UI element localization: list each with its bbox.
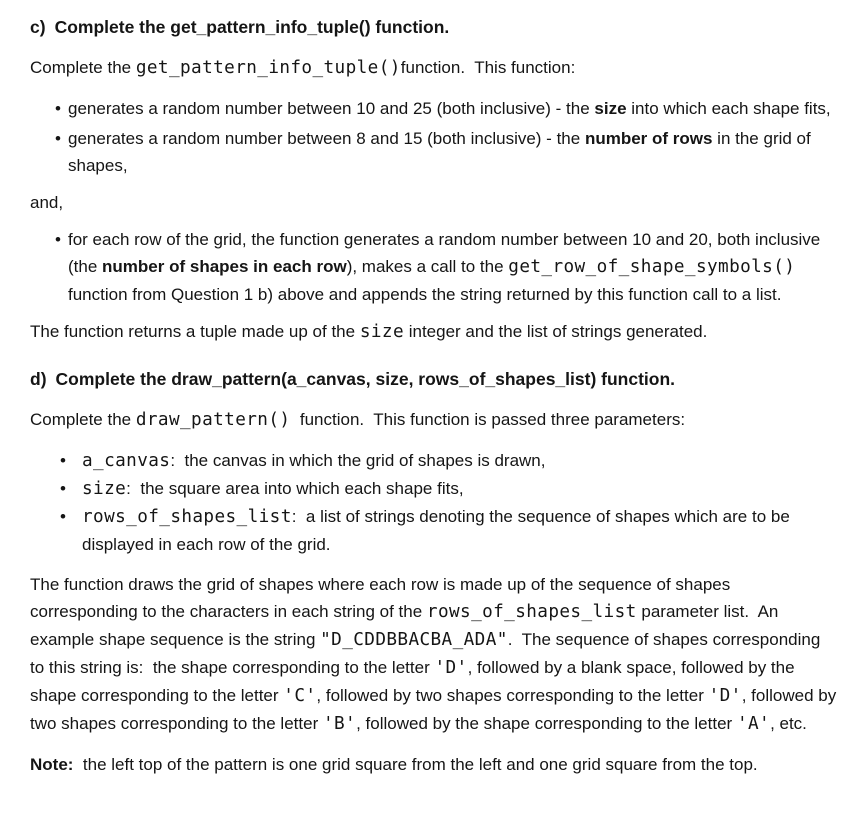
text-run: integer and the list of strings generated.	[404, 322, 708, 341]
param-rows-of-shapes-list	[60, 503, 837, 558]
text-run: ), makes a call to the	[346, 257, 509, 276]
text-run: into which each shape fits,	[626, 99, 831, 118]
section-d-description	[30, 571, 841, 738]
code-letter-a: 'A'	[736, 714, 771, 734]
bold-size: size	[594, 99, 627, 118]
code-draw-pattern: draw_pattern()	[135, 410, 291, 430]
text-run: for each row of the grid, the function generates a random number between 10 and 20, both inclusive (the	[68, 230, 825, 276]
section-c-heading	[30, 14, 837, 41]
text-run: . The sequence of shapes corresponding to this string is: the shape corresponding to the letter	[30, 630, 826, 677]
code-letter-b: 'B'	[322, 714, 357, 734]
text-run: The function returns a tuple made up of the	[30, 322, 360, 341]
bullet-each-row	[55, 226, 837, 308]
document	[30, 14, 841, 778]
code-letter-d: 'D'	[434, 658, 468, 678]
section-c-bullet-list-2	[55, 226, 837, 308]
bold-number-of-rows: number of rows	[584, 129, 713, 148]
text-run: parameter list. An example shape sequence is the string	[30, 602, 784, 649]
text-run: generates a random number between 8 and 15 (both inclusive) - the	[68, 129, 585, 148]
code-letter-c: 'C'	[283, 686, 317, 706]
text-run: Complete the	[30, 410, 136, 429]
bold-number-of-shapes: number of shapes in each row	[102, 257, 347, 276]
section-d-heading-label: d)	[30, 369, 47, 389]
code-rows-of-shapes-list-2: rows_of_shapes_list	[426, 602, 637, 622]
text-run: Complete the	[30, 58, 136, 77]
text-run: , followed by two shapes corresponding to the letter	[316, 686, 709, 705]
code-get-row-of-shape-symbols: get_row_of_shape_symbols()	[508, 257, 796, 277]
text-run: : the square area into which each shape fits,	[126, 479, 464, 498]
param-a-canvas	[60, 447, 837, 475]
section-c-heading-title: Complete the get_pattern_info_tuple() function.	[54, 17, 450, 37]
code-get-pattern-info-tuple: get_pattern_info_tuple()	[135, 58, 401, 78]
section-d-intro	[30, 406, 837, 434]
text-run: function. This function is passed three parameters:	[290, 410, 686, 429]
code-rows-of-shapes-list: rows_of_shapes_list	[82, 507, 292, 527]
text-run: , followed by a blank space, followed by the shape corresponding to the letter	[30, 658, 800, 705]
text-run: , etc.	[770, 714, 807, 733]
text-run: , followed by the shape corresponding to the letter	[356, 714, 737, 733]
code-size-param: size	[82, 479, 127, 499]
code-a-canvas: a_canvas	[82, 451, 171, 471]
note-paragraph	[30, 751, 837, 778]
section-d-heading	[30, 366, 837, 393]
section-c-heading-label: c)	[30, 17, 46, 37]
section-c-intro	[30, 54, 837, 82]
bullet-number-of-rows	[55, 125, 837, 179]
section-c-returns	[30, 318, 837, 346]
text-run: , followed by two shapes corresponding to the letter	[30, 686, 841, 733]
text-run: function from Question 1 b) above and appends the string returned by this function call to a list.	[68, 257, 805, 304]
note-text: the left top of the pattern is one grid square from the left and one grid square from the top.	[73, 755, 758, 774]
text-run: : a list of strings denoting the sequence of shapes which are to be displayed in each row of the grid.	[82, 507, 795, 554]
code-example-string: "D_CDDBBACBA_ADA"	[320, 630, 508, 650]
section-c-bullet-list	[55, 95, 837, 179]
code-size: size	[359, 322, 404, 342]
note-label: Note:	[30, 755, 74, 774]
text-run: : the canvas in which the grid of shapes is drawn,	[170, 451, 546, 470]
text-run: in the grid of shapes,	[68, 129, 816, 175]
section-d-heading-title: Complete the draw_pattern(a_canvas, size, rows_of_shapes_list) function.	[55, 369, 676, 389]
section-d-param-list	[60, 447, 837, 558]
connector-and: and,	[30, 193, 64, 212]
bullet-size	[55, 95, 837, 122]
text-run: generates a random number between 10 and 25 (both inclusive) - the	[68, 99, 595, 118]
code-letter-d-2: 'D'	[708, 686, 742, 706]
param-size	[60, 475, 837, 503]
text-run: The function draws the grid of shapes where each row is made up of the sequence of shapes corresponding to the characters in each string of the	[30, 575, 735, 621]
text-run: function. This function:	[400, 58, 576, 77]
